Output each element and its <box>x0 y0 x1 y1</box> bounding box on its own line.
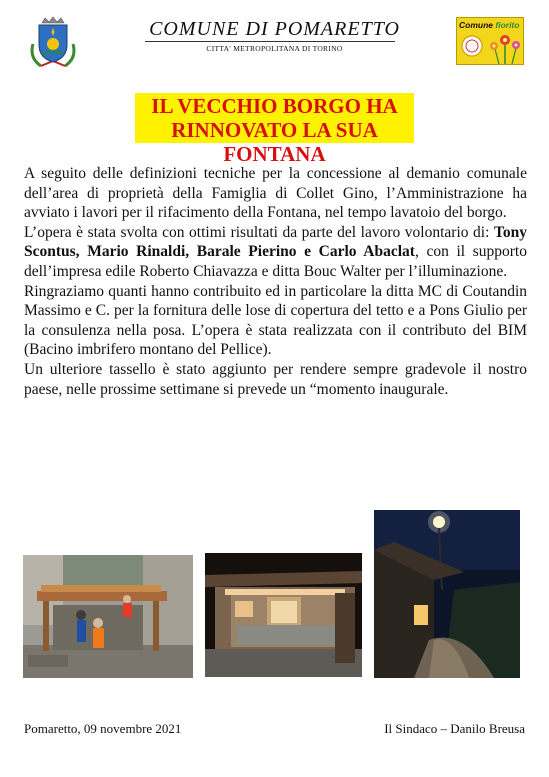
article-body <box>24 164 527 399</box>
comune-fiorito-badge <box>456 17 524 65</box>
municipality-name: COMUNE DI POMARETTO <box>149 18 400 40</box>
seal-icon <box>461 35 483 57</box>
municipality-subtitle: CITTA' METROPOLITANA DI TORINO <box>206 44 343 53</box>
paragraph-3: Ringraziamo quanti hanno contribuito ed in particolare la ditta MC di Coutandin Massimo e C. per la fornitura delle lose di copertura del tetto e a Pons Giulio per la consulenza nella posa. L’opera è stata realizzata con il contributo del BIM (Bacino imbrifero montano del Pellice). <box>24 282 527 359</box>
flower-icon <box>487 31 523 64</box>
fountain-night-photo <box>205 553 362 677</box>
construction-photo <box>23 555 193 678</box>
paragraph-2: L’opera è stata svolta con ottimi risultati da parte del lavoro volontario di: Tony Scontus, Mario Rinaldi, Barale Pierino e Carlo Abaclat, con il supporto dell’impresa edile Roberto Chiavazza e ditta Bouc Walter per l’illuminazione. <box>24 223 527 280</box>
paragraph-1: A seguito delle definizioni tecniche per la concessione al demanio comunale dell’area di proprietà della Famiglia di Collet Gino, l’Amministrazione ha avviato i lavori per il rifacimento della Fontana, nel tempo lavatoio del borgo. <box>24 165 527 222</box>
volunteer-names: Tony Scontus, Mario Rinaldi, Barale Pierino e Carlo Abaclat <box>24 223 527 261</box>
village-night-photo <box>374 510 520 678</box>
paragraph-4: Un ulteriore tassello è stato aggiunto per rendere sempre gradevole il nostro paese, nelle prossime settimane si prevede un “momento inaugurale. <box>24 360 527 398</box>
badge-label: Comune fiorito <box>459 20 520 30</box>
place-and-date: Pomaretto, 09 novembre 2021 <box>24 721 182 736</box>
mayor-signature: Il Sindaco – Danilo Breusa <box>384 721 525 736</box>
headline-line-1: IL VECCHIO BORGO HA <box>151 94 398 118</box>
headline-banner <box>135 93 414 166</box>
header-divider <box>145 41 395 42</box>
headline-line-2: RINNOVATO LA SUA FONTANA <box>171 118 378 166</box>
